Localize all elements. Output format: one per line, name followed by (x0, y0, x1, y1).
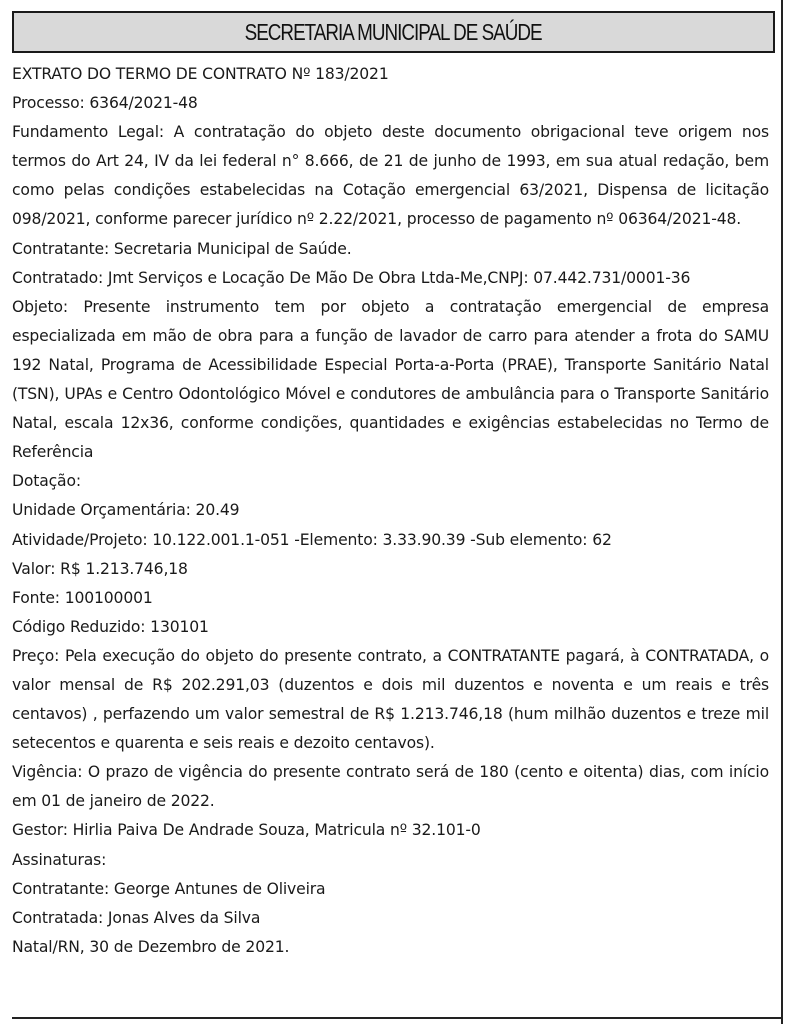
codigo-line: Código Reduzido: 130101 (12, 617, 209, 636)
unidade-line: Unidade Orçamentária: 20.49 (12, 501, 240, 520)
section-header (12, 11, 775, 53)
section-title: SECRETARIA MUNICIPAL DE SAÚDE (244, 18, 543, 45)
gestor-line: Gestor: Hirlia Paiva De Andrade Souza, Matricula nº 32.101-0 (12, 821, 481, 840)
signature-contratante: Contratante: George Antunes de Oliveira (12, 879, 326, 898)
document-title: EXTRATO DO TERMO DE CONTRATO Nº 183/2021 (12, 65, 389, 83)
contratante-line: Contratante: Secretaria Municipal de Saúde. (12, 239, 352, 258)
contract-extract (12, 60, 769, 962)
right-border-rule (781, 0, 783, 1024)
valor-line: Valor: R$ 1.213.746,18 (12, 559, 188, 578)
signature-contratada: Contratada: Jonas Alves da Silva (12, 908, 261, 927)
preco-paragraph: Preço: Pela execução do objeto do presente contrato, a CONTRATANTE pagará, à CONTRATADA, o valor mensal de R$ 202.291,03 (duzentos e dois mil duzentos e noventa e um reais e três centavos) , perfazendo um valor semestral de R$ 1.213.746,18 (hum milhão duzentos e treze mil setecentos e quarenta e seis reais e dezoito centavos). (12, 646, 769, 753)
assinaturas-label: Assinaturas: (12, 850, 107, 869)
processo-line: Processo: 6364/2021-48 (12, 94, 198, 113)
objeto-paragraph: Objeto: Presente instrumento tem por objeto a contratação emergencial de empresa especializada em mão de obra para a função de lavador de carro para atender a frota do SAMU 192 Natal, Programa de Acessibilidade Especial Porta-a-Porta (PRAE), Transporte Sanitário Natal (TSN), UPAs e Centro Odontológico Móvel e condutores de ambulância para o Transporte Sanitário Natal, escala 12x36, conforme condições, quantidades e exigências estabelecidas no Termo de Referência (12, 297, 769, 462)
place-date-line: Natal/RN, 30 de Dezembro de 2021. (12, 937, 290, 956)
atividade-line: Atividade/Projeto: 10.122.001.1-051 -Elemento: 3.33.90.39 -Sub elemento: 62 (12, 530, 612, 549)
dotacao-label: Dotação: (12, 472, 81, 491)
contratado-line: Contratado: Jmt Serviços e Locação De Mão De Obra Ltda-Me,CNPJ: 07.442.731/0001-36 (12, 268, 691, 287)
fonte-line: Fonte: 100100001 (12, 588, 153, 607)
bottom-border-rule (12, 1017, 782, 1019)
fundamento-paragraph: Fundamento Legal: A contratação do objeto deste documento obrigacional teve origem nos termos do Art 24, IV da lei federal n° 8.666, de 21 de junho de 1993, em sua atual redação, bem como pelas condições estabelecidas na Cotação emergencial 63/2021, Dispensa de licitação 098/2021, conforme parecer jurídico nº 2.22/2021, processo de pagamento nº 06364/2021-48. (12, 123, 769, 229)
vigencia-paragraph: Vigência: O prazo de vigência do presente contrato será de 180 (cento e oitenta) dias, com início em 01 de janeiro de 2022. (12, 763, 769, 811)
